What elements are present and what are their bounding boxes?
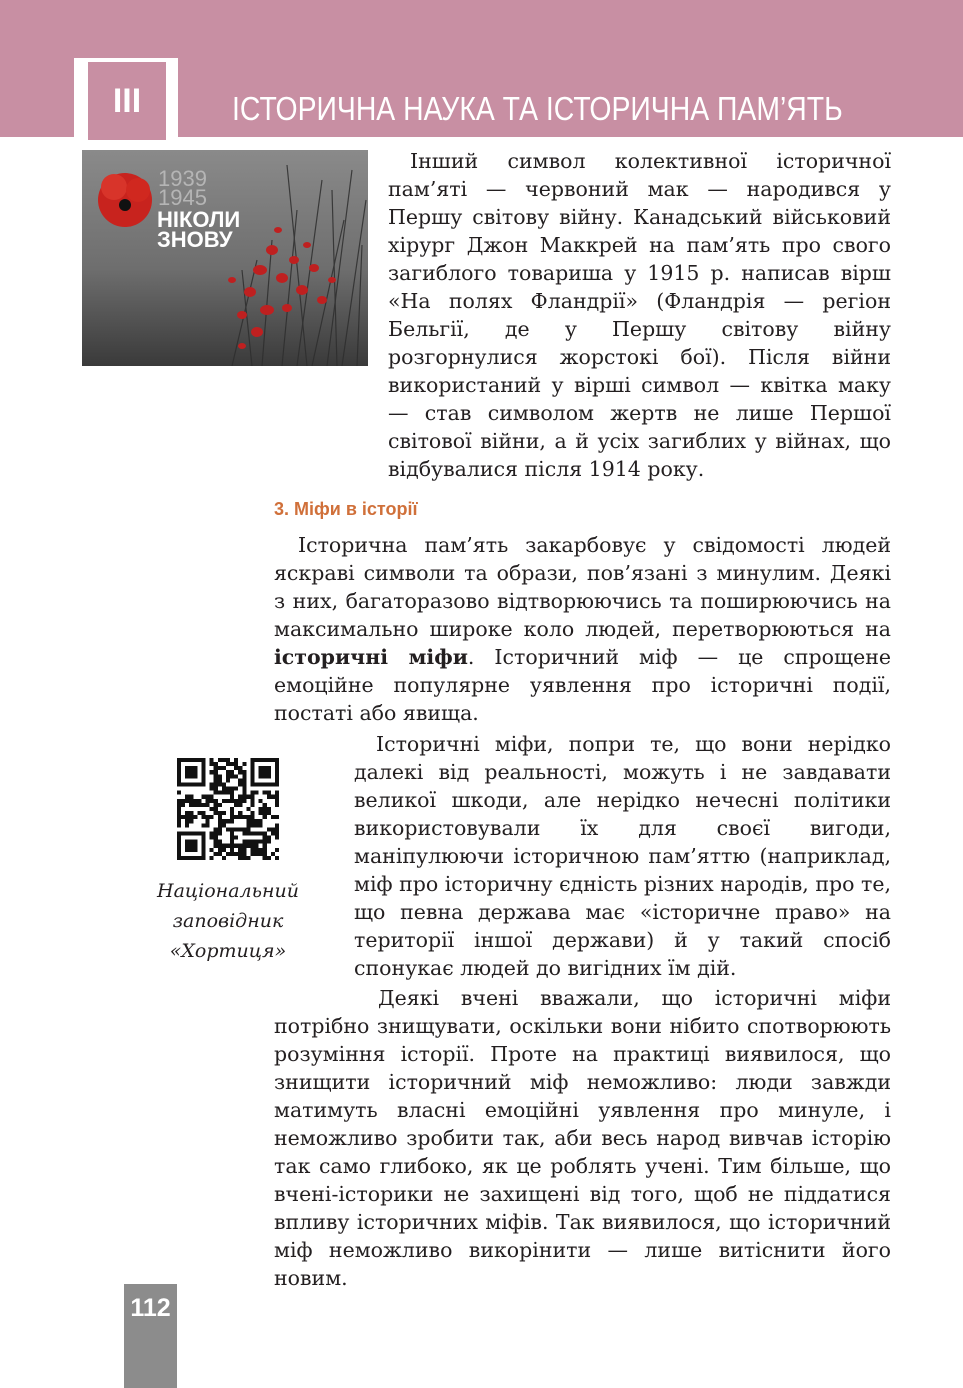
poppy-photo — [82, 150, 368, 366]
paragraph-myths-destruction: Деякі вчені вважали, що історичні міфи потрібно знищувати, оскільки вони нібито спотворюють розуміння історії. Проте на практиці виявилося, що знищити історичний міф неможливо: люди завжди матимуть власні емоційні уявлення про минуле, і неможливо зробити так, аби весь народ вивчав історію так само глибоко, як це роблять учені. Тим більше, що вчені-історики не захищені від того, щоб не піддатися впливу історичних міфів. Так виявилося, що історичний міф неможливо викорінити — лише витіснити його новим. — [274, 986, 891, 1290]
paragraph-myths-text-b: . Історичний міф — це спрощене емоційне популярне уявлення про історичні події, постаті або явища. — [274, 645, 892, 725]
qr-caption-line-2: заповідник — [172, 910, 284, 932]
section-heading: 3. Міфи в історії — [274, 499, 418, 519]
paragraph-myths-politics: Історичні міфи, попри те, що вони нерідко далекі від реальності, можуть і не завдавати великої шкоди, але нерідко нечесні політики використовували їх для своєї вигоди, маніпулюючи історичною пам’яттю (наприклад, міф про історичну єдність різних народів, про те, що певна держава має «історичне право» на території іншої держави) й у такий спосіб спонукає людей до вигідних їм дій. — [354, 732, 891, 980]
page-number: 112 — [130, 1294, 171, 1322]
years-end: 1945 — [158, 185, 207, 210]
paragraph-myths-intro — [274, 531, 891, 727]
term-historical-myths: історичні міфи — [274, 645, 468, 669]
qr-caption — [150, 876, 306, 966]
qr-caption-line-3: «Хортиця» — [169, 940, 287, 962]
chapter-number: III — [88, 62, 166, 140]
qr-caption-line-1: Національний — [157, 880, 299, 902]
slogan-line-1: НІКОЛИ — [157, 207, 241, 232]
chapter-title: ІСТОРИЧНА НАУКА ТА ІСТОРИЧНА ПАМ’ЯТЬ — [232, 90, 843, 127]
qr-code[interactable] — [177, 758, 279, 860]
paragraph-poppy: Інший символ колективної історичної пам’яті — червоний мак — народився у Першу світову війну. Канадський військовий хірург Джон Маккрей на пам’ять про свого загиблого товариша у 1915 р. написав вірш «На полях Фландрії» (Фландрія — регіон Бельгії, де у Першу світову війну розгорнулися жорстокі бої). Після війни використаний у вірші символ — квітка маку — став символом жертв не лише Першої світової війни, а й усіх загиблих у війнах, що відбувалися після 1914 року. — [388, 149, 891, 481]
years-start: 1939 — [158, 166, 207, 191]
poppy-logo — [98, 173, 152, 227]
paragraph-myths-text-a: Історична пам’ять закарбовує у свідомості людей яскраві символи та образи, пов’язані з минулим. Деякі з них, багаторазово відтворюючись та поширюючись на максимально широке коло людей, перетворюються на — [274, 533, 891, 641]
slogan-line-2: ЗНОВУ — [157, 227, 233, 252]
